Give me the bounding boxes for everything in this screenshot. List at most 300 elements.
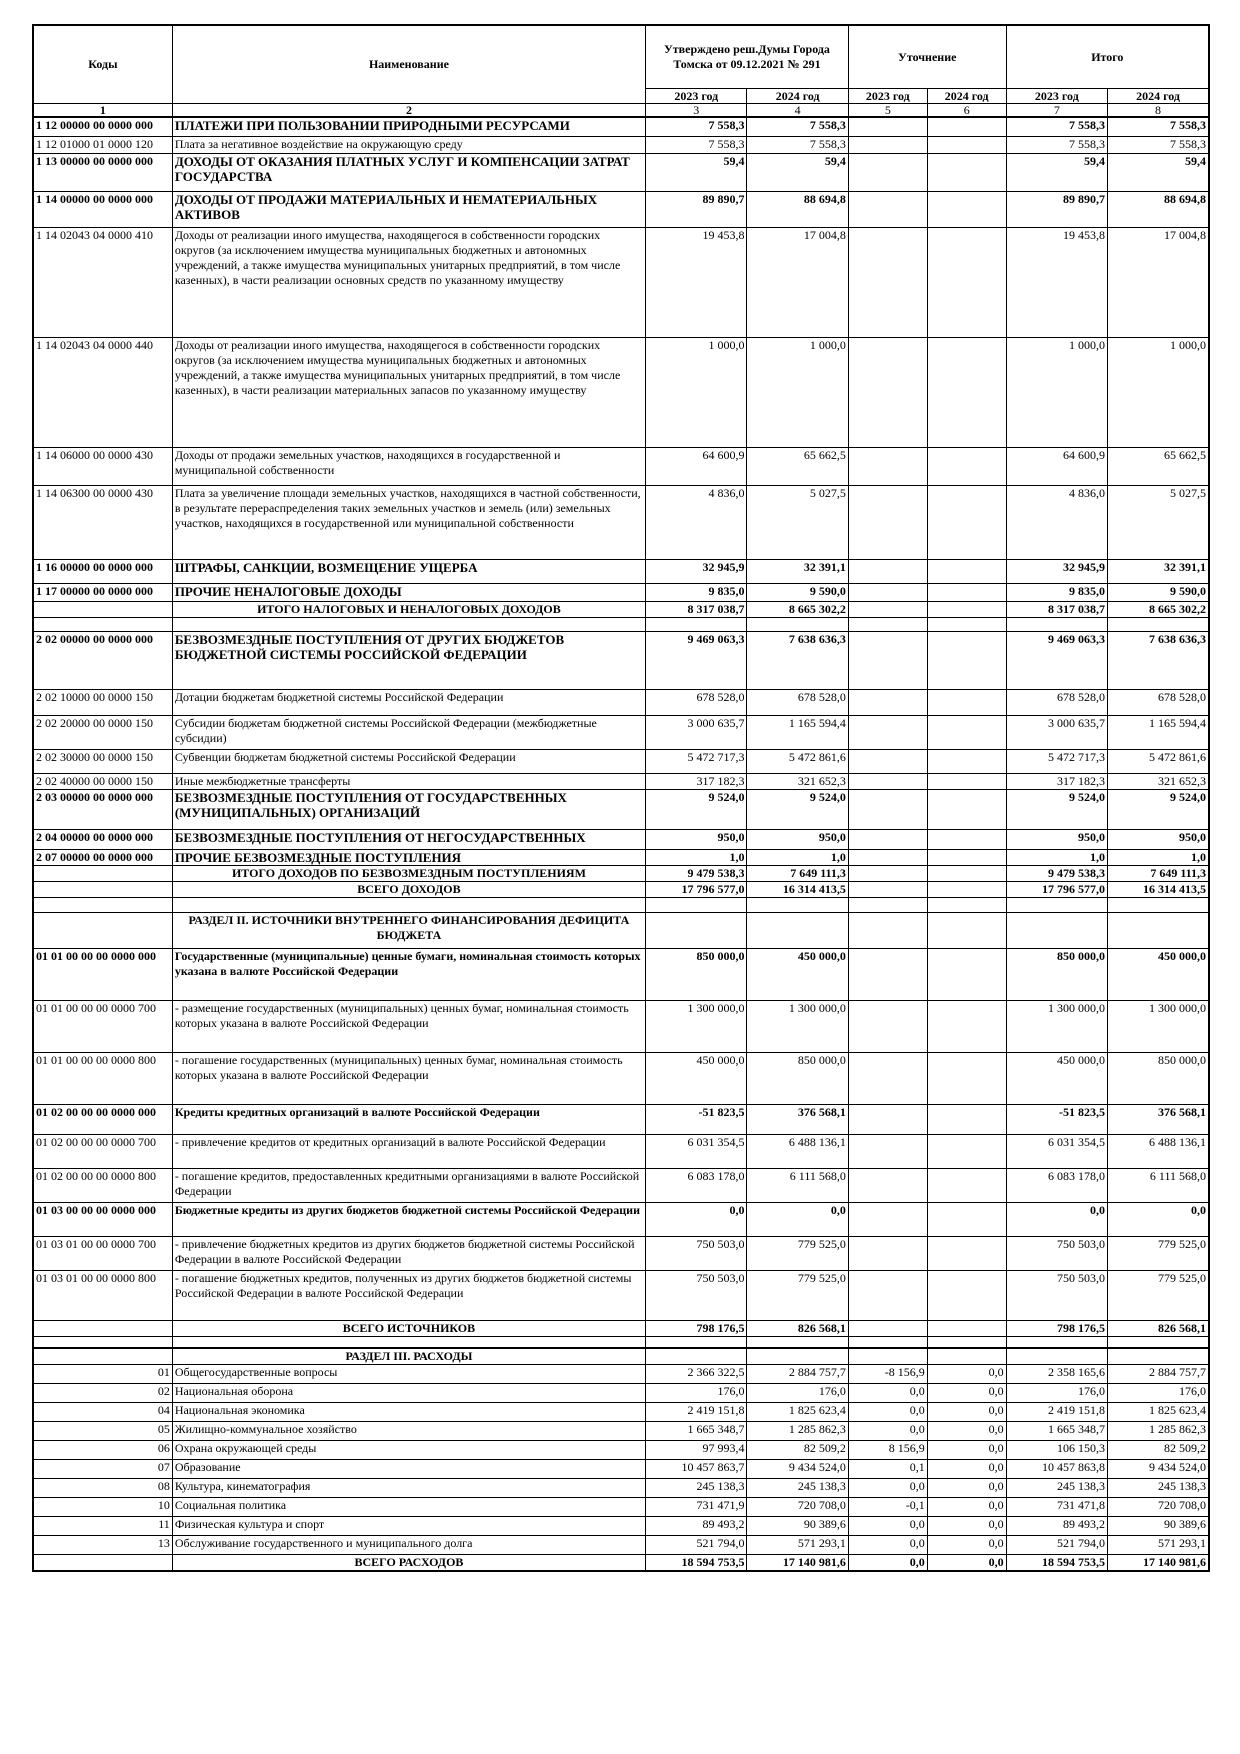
row-name: Государственные (муниципальные) ценные бумаги, номинальная стоимость которых указана в валюте Российской Федерации: [172, 948, 645, 1000]
table-row: [33, 153, 1209, 191]
row-value: 8 317 038,7: [1006, 601, 1107, 617]
table-row: [33, 715, 1209, 749]
row-code: 07: [33, 1459, 172, 1478]
table-row: [33, 912, 1209, 948]
codes-header: Коды: [33, 25, 172, 104]
row-value: 16 314 413,5: [747, 881, 848, 897]
year-header: 2024 год: [927, 89, 1006, 104]
row-value: 1 000,0: [1006, 337, 1107, 447]
row-value: 1 165 594,4: [1108, 715, 1209, 749]
row-value: 9 835,0: [646, 583, 747, 601]
row-value: 90 389,6: [1108, 1516, 1209, 1535]
row-value: [927, 1202, 1006, 1236]
row-code: 01 03 01 00 00 0000 800: [33, 1270, 172, 1320]
row-value: 88 694,8: [1108, 191, 1209, 227]
row-name: [172, 1336, 645, 1348]
row-value: 1 300 000,0: [1108, 1000, 1209, 1052]
row-name: - погашение государственных (муниципальных) ценных бумаг, номинальная стоимость которых указана в валюте Российской Федерации: [172, 1052, 645, 1104]
row-value: [848, 136, 927, 153]
row-value: [848, 117, 927, 136]
row-value: 731 471,9: [646, 1497, 747, 1516]
row-value: 731 471,8: [1006, 1497, 1107, 1516]
row-value: [848, 1052, 927, 1104]
row-code: 2 07 00000 00 0000 000: [33, 849, 172, 865]
row-value: [848, 1000, 927, 1052]
row-value: 9 479 538,3: [646, 865, 747, 881]
row-value: 32 391,1: [1108, 559, 1209, 583]
row-value: 9 469 063,3: [1006, 631, 1107, 689]
row-value: 950,0: [1006, 829, 1107, 849]
row-name: РАЗДЕЛ III. РАСХОДЫ: [172, 1348, 645, 1365]
row-value: 1 825 623,4: [1108, 1402, 1209, 1421]
row-name: Иные межбюджетные трансферты: [172, 773, 645, 789]
row-value: 0,0: [927, 1364, 1006, 1383]
row-value: 321 652,3: [747, 773, 848, 789]
row-name: Национальная экономика: [172, 1402, 645, 1421]
row-value: [848, 789, 927, 829]
row-value: 1 665 348,7: [1006, 1421, 1107, 1440]
row-value: 9 835,0: [1006, 583, 1107, 601]
row-value: 18 594 753,5: [646, 1554, 747, 1571]
table-row: [33, 1336, 1209, 1348]
row-value: 0,0: [848, 1478, 927, 1497]
row-value: 317 182,3: [1006, 773, 1107, 789]
row-value: 32 945,9: [646, 559, 747, 583]
row-value: [848, 829, 927, 849]
row-value: 6 488 136,1: [747, 1134, 848, 1168]
row-name: БЕЗВОЗМЕЗДНЫЕ ПОСТУПЛЕНИЯ ОТ ДРУГИХ БЮДЖЕТОВ БЮДЖЕТНОЙ СИСТЕМЫ РОССИЙСКОЙ ФЕДЕРАЦИИ: [172, 631, 645, 689]
row-value: 88 694,8: [747, 191, 848, 227]
table-row: [33, 1459, 1209, 1478]
year-header: 2023 год: [848, 89, 927, 104]
row-name: Национальная оборона: [172, 1383, 645, 1402]
row-value: [848, 881, 927, 897]
row-value: 8 665 302,2: [1108, 601, 1209, 617]
row-value: [848, 1270, 927, 1320]
row-value: 8 156,9: [848, 1440, 927, 1459]
row-name: БЕЗВОЗМЕЗДНЫЕ ПОСТУПЛЕНИЯ ОТ НЕГОСУДАРСТВЕННЫХ: [172, 829, 645, 849]
row-value: 779 525,0: [747, 1236, 848, 1270]
row-value: 7 558,3: [747, 136, 848, 153]
row-value: 6 083 178,0: [646, 1168, 747, 1202]
row-value: 3 000 635,7: [646, 715, 747, 749]
row-value: [1108, 1348, 1209, 1365]
row-value: 59,4: [1108, 153, 1209, 191]
row-value: [848, 631, 927, 689]
row-name: Культура, кинематография: [172, 1478, 645, 1497]
table-row: [33, 617, 1209, 631]
row-name: Плата за увеличение площади земельных участков, находящихся в частной собственности, в результате перераспределения таких земельных участков и земель (или) земельных участков, находящихся в государственной или муниципальной собственности: [172, 485, 645, 559]
row-name: РАЗДЕЛ II. ИСТОЧНИКИ ВНУТРЕННЕГО ФИНАНСИРОВАНИЯ ДЕФИЦИТА БЮДЖЕТА: [172, 912, 645, 948]
row-value: 6 031 354,5: [1006, 1134, 1107, 1168]
row-value: [1108, 912, 1209, 948]
row-name: ШТРАФЫ, САНКЦИИ, ВОЗМЕЩЕНИЕ УЩЕРБА: [172, 559, 645, 583]
row-code: 2 02 10000 00 0000 150: [33, 689, 172, 715]
row-value: [848, 583, 927, 601]
row-value: [927, 1168, 1006, 1202]
row-value: 0,0: [848, 1421, 927, 1440]
row-value: [848, 1320, 927, 1336]
row-value: [848, 1202, 927, 1236]
row-code: [33, 897, 172, 912]
row-value: [747, 1348, 848, 1365]
row-code: 1 14 06000 00 0000 430: [33, 447, 172, 485]
row-value: 59,4: [646, 153, 747, 191]
table-row: [33, 849, 1209, 865]
row-value: [848, 485, 927, 559]
row-value: 0,0: [747, 1202, 848, 1236]
row-value: 798 176,5: [646, 1320, 747, 1336]
row-value: [848, 191, 927, 227]
table-row: [33, 1478, 1209, 1497]
row-name: - размещение государственных (муниципальных) ценных бумаг, номинальная стоимость которых указана в валюте Российской Федерации: [172, 1000, 645, 1052]
row-value: -51 823,5: [646, 1104, 747, 1134]
row-value: [927, 153, 1006, 191]
row-value: 59,4: [1006, 153, 1107, 191]
row-value: 9 590,0: [1108, 583, 1209, 601]
row-value: 4 836,0: [1006, 485, 1107, 559]
table-row: [33, 1402, 1209, 1421]
row-code: [33, 881, 172, 897]
row-value: 0,0: [927, 1383, 1006, 1402]
row-value: 0,0: [848, 1402, 927, 1421]
row-value: 0,0: [927, 1497, 1006, 1516]
row-value: 0,0: [927, 1478, 1006, 1497]
row-name: Охрана окружающей среды: [172, 1440, 645, 1459]
row-value: 1,0: [1006, 849, 1107, 865]
row-name: Доходы от реализации иного имущества, находящегося в собственности городских округов (за исключением имущества муниципальных бюджетных и автономных учреждений, а также имущества муниципальных унитарных предприятий, в том числе казенных), в части реализации материальных запасов по указанному имуществу: [172, 337, 645, 447]
row-value: 32 391,1: [747, 559, 848, 583]
row-value: 6 031 354,5: [646, 1134, 747, 1168]
row-code: [33, 1320, 172, 1336]
row-value: 65 662,5: [1108, 447, 1209, 485]
table-row: [33, 1000, 1209, 1052]
row-value: 2 884 757,7: [1108, 1364, 1209, 1383]
row-value: [927, 948, 1006, 1000]
row-name: Жилищно-коммунальное хозяйство: [172, 1421, 645, 1440]
row-value: 2 358 165,6: [1006, 1364, 1107, 1383]
row-value: [848, 153, 927, 191]
row-value: 19 453,8: [1006, 227, 1107, 337]
row-value: 5 472 861,6: [747, 749, 848, 773]
row-code: 1 14 00000 00 0000 000: [33, 191, 172, 227]
row-value: -8 156,9: [848, 1364, 927, 1383]
row-value: 17 004,8: [1108, 227, 1209, 337]
row-name: Физическая культура и спорт: [172, 1516, 645, 1535]
row-value: [927, 1134, 1006, 1168]
row-name: ПЛАТЕЖИ ПРИ ПОЛЬЗОВАНИИ ПРИРОДНЫМИ РЕСУРСАМИ: [172, 117, 645, 136]
row-value: 2 366 322,5: [646, 1364, 747, 1383]
row-code: 2 02 00000 00 0000 000: [33, 631, 172, 689]
column-number: 5: [848, 104, 927, 118]
table-row: [33, 1320, 1209, 1336]
row-value: [927, 1348, 1006, 1365]
row-value: 0,1: [848, 1459, 927, 1478]
row-value: 2 419 151,8: [1006, 1402, 1107, 1421]
table-row: [33, 789, 1209, 829]
row-value: 779 525,0: [1108, 1270, 1209, 1320]
table-row: [33, 601, 1209, 617]
row-value: 779 525,0: [1108, 1236, 1209, 1270]
table-row: [33, 1168, 1209, 1202]
row-value: 1 285 862,3: [1108, 1421, 1209, 1440]
row-value: 9 469 063,3: [646, 631, 747, 689]
row-code: 1 13 00000 00 0000 000: [33, 153, 172, 191]
row-value: 17 140 981,6: [1108, 1554, 1209, 1571]
row-value: [848, 749, 927, 773]
row-value: 176,0: [646, 1383, 747, 1402]
row-name: Кредиты кредитных организаций в валюте Российской Федерации: [172, 1104, 645, 1134]
row-value: [848, 601, 927, 617]
column-number: 7: [1006, 104, 1107, 118]
table-row: [33, 1421, 1209, 1440]
table-row: [33, 1516, 1209, 1535]
row-value: 9 524,0: [747, 789, 848, 829]
row-name: ДОХОДЫ ОТ ПРОДАЖИ МАТЕРИАЛЬНЫХ И НЕМАТЕРИАЛЬНЫХ АКТИВОВ: [172, 191, 645, 227]
row-value: 450 000,0: [1006, 1052, 1107, 1104]
column-number: 2: [172, 104, 645, 118]
row-value: 17 140 981,6: [747, 1554, 848, 1571]
row-value: 7 558,3: [646, 136, 747, 153]
table-row: [33, 829, 1209, 849]
row-value: 1 000,0: [747, 337, 848, 447]
row-value: 7 558,3: [1006, 117, 1107, 136]
row-value: 950,0: [1108, 829, 1209, 849]
row-value: 0,0: [927, 1440, 1006, 1459]
table-row: [33, 1134, 1209, 1168]
row-value: [747, 617, 848, 631]
row-value: 376 568,1: [747, 1104, 848, 1134]
row-value: 1 825 623,4: [747, 1402, 848, 1421]
row-value: [848, 865, 927, 881]
row-value: [927, 829, 1006, 849]
row-code: 01 03 00 00 00 0000 000: [33, 1202, 172, 1236]
row-value: [927, 631, 1006, 689]
row-value: 750 503,0: [1006, 1270, 1107, 1320]
row-value: 0,0: [848, 1516, 927, 1535]
row-value: 18 594 753,5: [1006, 1554, 1107, 1571]
row-value: 1 000,0: [646, 337, 747, 447]
row-value: 10 457 863,7: [646, 1459, 747, 1478]
row-value: 5 472 717,3: [1006, 749, 1107, 773]
row-code: 11: [33, 1516, 172, 1535]
row-value: [646, 1348, 747, 1365]
column-number: 4: [747, 104, 848, 118]
row-value: [848, 447, 927, 485]
table-row: [33, 897, 1209, 912]
row-name: Образование: [172, 1459, 645, 1478]
row-value: 826 568,1: [1108, 1320, 1209, 1336]
row-code: [33, 912, 172, 948]
table-row: [33, 1104, 1209, 1134]
row-code: 01 01 00 00 00 0000 700: [33, 1000, 172, 1052]
row-value: 9 524,0: [1006, 789, 1107, 829]
row-value: 19 453,8: [646, 227, 747, 337]
table-row: [33, 1270, 1209, 1320]
row-code: [33, 1336, 172, 1348]
row-value: 17 796 577,0: [1006, 881, 1107, 897]
row-code: 1 12 01000 01 0000 120: [33, 136, 172, 153]
row-value: -0,1: [848, 1497, 927, 1516]
row-value: [927, 1270, 1006, 1320]
row-value: 0,0: [1108, 1202, 1209, 1236]
row-code: 2 02 20000 00 0000 150: [33, 715, 172, 749]
row-value: 7 558,3: [646, 117, 747, 136]
row-value: 0,0: [848, 1383, 927, 1402]
row-value: [927, 617, 1006, 631]
row-value: 17 796 577,0: [646, 881, 747, 897]
row-value: 0,0: [927, 1402, 1006, 1421]
row-value: [927, 865, 1006, 881]
row-value: [927, 1104, 1006, 1134]
row-value: 1 165 594,4: [747, 715, 848, 749]
row-value: 779 525,0: [747, 1270, 848, 1320]
row-value: 106 150,3: [1006, 1440, 1107, 1459]
row-value: 0,0: [927, 1516, 1006, 1535]
row-value: 5 472 717,3: [646, 749, 747, 773]
row-value: [646, 1336, 747, 1348]
row-value: 32 945,9: [1006, 559, 1107, 583]
row-value: 6 111 568,0: [747, 1168, 848, 1202]
row-code: [33, 1348, 172, 1365]
row-value: 0,0: [1006, 1202, 1107, 1236]
row-value: 317 182,3: [646, 773, 747, 789]
row-code: 01: [33, 1364, 172, 1383]
row-value: [927, 583, 1006, 601]
table-row: [33, 559, 1209, 583]
row-value: 450 000,0: [646, 1052, 747, 1104]
row-value: 950,0: [747, 829, 848, 849]
column-number: 8: [1108, 104, 1209, 118]
row-code: 01 01 00 00 00 0000 000: [33, 948, 172, 1000]
row-code: 1 14 02043 04 0000 410: [33, 227, 172, 337]
row-value: 750 503,0: [646, 1236, 747, 1270]
table-row: [33, 1383, 1209, 1402]
year-header: 2024 год: [747, 89, 848, 104]
row-value: 1 300 000,0: [747, 1000, 848, 1052]
row-value: 750 503,0: [646, 1270, 747, 1320]
row-value: 9 524,0: [646, 789, 747, 829]
row-name: Дотации бюджетам бюджетной системы Российской Федерации: [172, 689, 645, 715]
row-value: [927, 749, 1006, 773]
clarification-header: Уточнение: [848, 25, 1006, 89]
row-value: [848, 689, 927, 715]
row-name: - погашение кредитов, предоставленных кредитными организациями в валюте Российской Федерации: [172, 1168, 645, 1202]
row-value: [927, 485, 1006, 559]
row-value: 0,0: [646, 1202, 747, 1236]
row-name: [172, 897, 645, 912]
row-code: [33, 617, 172, 631]
row-value: 571 293,1: [747, 1535, 848, 1554]
row-value: [927, 1236, 1006, 1270]
row-name: ВСЕГО ДОХОДОВ: [172, 881, 645, 897]
row-value: 4 836,0: [646, 485, 747, 559]
row-value: [848, 912, 927, 948]
row-value: 7 638 636,3: [1108, 631, 1209, 689]
row-value: [848, 617, 927, 631]
row-code: 2 03 00000 00 0000 000: [33, 789, 172, 829]
row-value: [646, 897, 747, 912]
row-value: 176,0: [1006, 1383, 1107, 1402]
row-name: Плата за негативное воздействие на окружающую среду: [172, 136, 645, 153]
row-value: 10 457 863,8: [1006, 1459, 1107, 1478]
row-value: 16 314 413,5: [1108, 881, 1209, 897]
row-value: 89 890,7: [1006, 191, 1107, 227]
table-row: [33, 136, 1209, 153]
total-header: Итого: [1006, 25, 1209, 89]
row-value: 5 027,5: [1108, 485, 1209, 559]
row-value: 176,0: [1108, 1383, 1209, 1402]
row-code: 2 04 00000 00 0000 000: [33, 829, 172, 849]
row-name: ИТОГО ДОХОДОВ ПО БЕЗВОЗМЕЗДНЫМ ПОСТУПЛЕНИЯМ: [172, 865, 645, 881]
row-value: [848, 227, 927, 337]
row-value: [848, 897, 927, 912]
row-value: 0,0: [927, 1459, 1006, 1478]
row-code: 01 02 00 00 00 0000 000: [33, 1104, 172, 1134]
table-row: [33, 773, 1209, 789]
row-value: 245 138,3: [1006, 1478, 1107, 1497]
row-value: 17 004,8: [747, 227, 848, 337]
row-name: ВСЕГО РАСХОДОВ: [172, 1554, 645, 1571]
row-name: [172, 617, 645, 631]
row-value: 7 649 111,3: [747, 865, 848, 881]
table-row: [33, 948, 1209, 1000]
row-value: 82 509,2: [1108, 1440, 1209, 1459]
row-value: 8 665 302,2: [747, 601, 848, 617]
row-value: 1,0: [747, 849, 848, 865]
row-value: [927, 337, 1006, 447]
row-value: 9 434 524,0: [747, 1459, 848, 1478]
row-value: -51 823,5: [1006, 1104, 1107, 1134]
row-value: 450 000,0: [747, 948, 848, 1000]
row-value: [646, 912, 747, 948]
approved-header: Утверждено реш.Думы Города Томска от 09.12.2021 № 291: [646, 25, 849, 89]
table-row: [33, 227, 1209, 337]
row-code: 05: [33, 1421, 172, 1440]
row-value: [848, 1236, 927, 1270]
row-value: [1108, 1336, 1209, 1348]
row-value: 7 558,3: [747, 117, 848, 136]
row-value: 678 528,0: [747, 689, 848, 715]
row-value: [1108, 897, 1209, 912]
row-value: 176,0: [747, 1383, 848, 1402]
row-value: [747, 897, 848, 912]
row-value: [927, 912, 1006, 948]
row-code: 1 12 00000 00 0000 000: [33, 117, 172, 136]
row-value: [927, 191, 1006, 227]
row-value: 0,0: [848, 1554, 927, 1571]
row-value: [927, 559, 1006, 583]
row-value: 678 528,0: [1108, 689, 1209, 715]
row-value: 3 000 635,7: [1006, 715, 1107, 749]
row-value: 0,0: [848, 1535, 927, 1554]
row-value: 798 176,5: [1006, 1320, 1107, 1336]
table-row: [33, 631, 1209, 689]
row-value: [646, 617, 747, 631]
budget-table: [32, 24, 1210, 1572]
row-value: 6 111 568,0: [1108, 1168, 1209, 1202]
row-value: 826 568,1: [747, 1320, 848, 1336]
row-value: 6 083 178,0: [1006, 1168, 1107, 1202]
table-row: [33, 337, 1209, 447]
row-code: 1 16 00000 00 0000 000: [33, 559, 172, 583]
row-code: 08: [33, 1478, 172, 1497]
row-value: 9 590,0: [747, 583, 848, 601]
row-value: 7 558,3: [1108, 117, 1209, 136]
table-row: [33, 1202, 1209, 1236]
row-value: 64 600,9: [1006, 447, 1107, 485]
row-name: Субсидии бюджетам бюджетной системы Российской Федерации (межбюджетные субсидии): [172, 715, 645, 749]
